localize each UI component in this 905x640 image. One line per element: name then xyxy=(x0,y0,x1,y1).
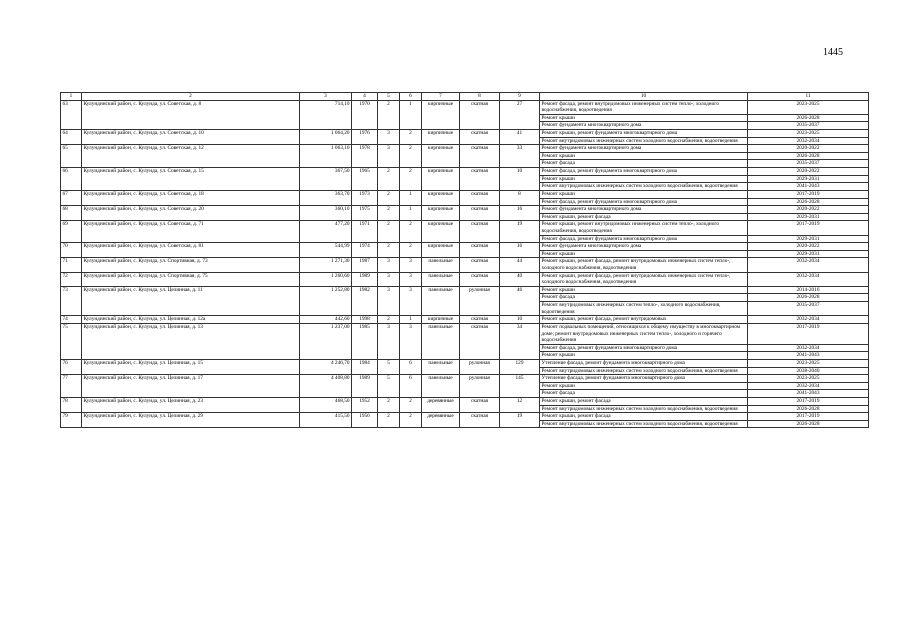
year-built-cell: 1989 xyxy=(352,272,378,286)
repair-work-cell: Ремонт подвальных помещений, относящихся к общему имуществу в многоквартирном доме; ремонт внутридомовых инженерных систем тепло-, холодного и горячего водоснабжения xyxy=(540,323,748,344)
entrances-cell: 3 xyxy=(400,286,422,315)
repair-period-cell: 2020-2022 xyxy=(748,206,869,214)
floors-cell: 5 xyxy=(378,375,400,398)
table-row xyxy=(61,258,869,272)
roof-type-cell: рулонная xyxy=(460,375,500,398)
year-built-cell: 1982 xyxy=(352,286,378,315)
units-count-cell: 16 xyxy=(500,206,540,221)
column-header: 7 xyxy=(422,93,460,101)
repair-period-cell: 2038-2040 xyxy=(748,367,869,375)
address-cell: Кулундинский район, с. Кулунда, ул. Целинная, д. 15 xyxy=(82,359,300,374)
repair-work-cell: Ремонт крыши, ремонт фасада xyxy=(540,213,748,221)
entrances-cell: 3 xyxy=(400,258,422,272)
table-row xyxy=(61,221,869,235)
roof-type-cell: скатная xyxy=(460,316,500,324)
table-row xyxy=(61,243,869,251)
repair-work-cell: Ремонт крыши, ремонт фасада xyxy=(540,397,748,405)
floors-cell: 5 xyxy=(378,359,400,374)
row-number-cell: 67 xyxy=(61,190,82,205)
entrances-cell: 3 xyxy=(400,272,422,286)
area-cell: 363,70 xyxy=(300,190,352,205)
area-cell: 442,60 xyxy=(300,316,352,324)
entrances-cell: 6 xyxy=(400,375,422,398)
repair-period-cell: 2032-2034 xyxy=(748,272,869,286)
units-count-cell: 33 xyxy=(500,145,540,168)
wall-material-cell: панельные xyxy=(422,272,460,286)
repair-period-cell: 2041-2043 xyxy=(748,390,869,398)
roof-type-cell: скатная xyxy=(460,130,500,145)
year-built-cell: 1974 xyxy=(352,243,378,258)
repair-period-cell: 2023-2025 xyxy=(748,375,869,383)
column-header: 6 xyxy=(400,93,422,101)
column-header: 10 xyxy=(540,93,748,101)
area-cell: 367,50 xyxy=(300,168,352,191)
column-header: 3 xyxy=(300,93,352,101)
floors-cell: 2 xyxy=(378,168,400,191)
column-header: 8 xyxy=(460,93,500,101)
area-cell: 360,10 xyxy=(300,206,352,221)
repair-work-cell: Ремонт крыши, ремонт фасада xyxy=(540,413,748,421)
wall-material-cell: кирпичные xyxy=(422,221,460,243)
repair-period-cell: 2032-2034 xyxy=(748,382,869,390)
roof-type-cell: скатная xyxy=(460,221,500,243)
repair-work-cell: Ремонт крыши xyxy=(540,286,748,294)
roof-type-cell: скатная xyxy=(460,206,500,221)
address-cell: Кулундинский район, с. Кулунда, ул. Целинная, д. 23 xyxy=(82,397,300,412)
repair-period-cell: 2017-2019 xyxy=(748,190,869,198)
repair-period-cell: 2032-2034 xyxy=(748,316,869,324)
table-row xyxy=(61,286,869,294)
row-number-cell: 76 xyxy=(61,359,82,374)
year-built-cell: 1952 xyxy=(352,397,378,412)
table-body xyxy=(61,100,869,428)
repair-period-cell: 2029-2031 xyxy=(748,213,869,221)
entrances-cell: 2 xyxy=(400,397,422,412)
repair-work-cell: Ремонт фундамента многоквартирного дома xyxy=(540,145,748,153)
units-count-cell: 41 xyxy=(500,130,540,145)
entrances-cell: 2 xyxy=(400,413,422,428)
repair-period-cell: 2020-2022 xyxy=(748,145,869,153)
repair-period-cell: 2032-2034 xyxy=(748,258,869,272)
units-count-cell: 44 xyxy=(500,258,540,272)
repair-period-cell: 2017-2019 xyxy=(748,221,869,235)
area-cell: 415,50 xyxy=(300,413,352,428)
address-cell: Кулундинский район, с. Кулунда, ул. Советская, д. 71 xyxy=(82,221,300,243)
area-cell: 4 246,70 xyxy=(300,359,352,374)
table-row xyxy=(61,359,869,367)
area-cell: 544,99 xyxy=(300,243,352,258)
column-header: 11 xyxy=(748,93,869,101)
column-header: 1 xyxy=(61,93,82,101)
area-cell: 1 064,20 xyxy=(300,130,352,145)
table-row xyxy=(61,413,869,421)
repair-work-cell: Ремонт внутридомовых инженерных систем холодного водоснабжения, водоотведения xyxy=(540,420,748,428)
wall-material-cell: кирпичные xyxy=(422,243,460,258)
units-count-cell: 8 xyxy=(500,190,540,205)
units-count-cell: 34 xyxy=(500,323,540,359)
roof-type-cell: скатная xyxy=(460,258,500,272)
repair-work-cell: Ремонт крыши xyxy=(540,382,748,390)
entrances-cell: 6 xyxy=(400,359,422,374)
table-row xyxy=(61,190,869,198)
area-cell: 1 271,30 xyxy=(300,258,352,272)
row-number-cell: 66 xyxy=(61,168,82,191)
roof-type-cell: скатная xyxy=(460,190,500,205)
floors-cell: 2 xyxy=(378,243,400,258)
repair-work-cell: Ремонт крыши, ремонт фасада, ремонт внутридомовых xyxy=(540,316,748,324)
table-row xyxy=(61,168,869,176)
units-count-cell: 27 xyxy=(500,100,540,129)
year-built-cell: 1970 xyxy=(352,100,378,129)
repair-work-cell: Ремонт фасада, ремонт фундамента многоквартирного дома xyxy=(540,235,748,243)
row-number-cell: 69 xyxy=(61,221,82,243)
repair-work-cell: Ремонт крыши xyxy=(540,352,748,360)
roof-type-cell: скатная xyxy=(460,323,500,359)
repair-work-cell: Ремонт внутридомовых инженерных систем тепло-, холодного водоснабжения, водоотведения xyxy=(540,302,748,316)
units-count-cell: 10 xyxy=(500,168,540,191)
repair-work-cell: Ремонт крыши, ремонт внутридомовых инженерных систем тепло-, холодного водоснабжения, водоотведения xyxy=(540,221,748,235)
repair-period-cell: 2041-2043 xyxy=(748,352,869,360)
roof-type-cell: скатная xyxy=(460,397,500,412)
roof-type-cell: скатная xyxy=(460,145,500,168)
entrances-cell: 2 xyxy=(400,243,422,258)
address-cell: Кулундинский район, с. Кулунда, ул. Целинная, д. 11 xyxy=(82,286,300,315)
floors-cell: 2 xyxy=(378,100,400,129)
entrances-cell: 1 xyxy=(400,316,422,324)
row-number-cell: 78 xyxy=(61,397,82,412)
wall-material-cell: кирпичные xyxy=(422,130,460,145)
entrances-cell: 2 xyxy=(400,130,422,145)
repair-period-cell: 2029-2031 xyxy=(748,250,869,258)
entrances-cell: 3 xyxy=(400,323,422,359)
address-cell: Кулундинский район, с. Кулунда, ул. Советская, д. 10 xyxy=(82,130,300,145)
wall-material-cell: кирпичные xyxy=(422,316,460,324)
year-built-cell: 1987 xyxy=(352,258,378,272)
repair-work-cell: Ремонт фасада, ремонт внутридомовых инженерных систем тепло-, холодного водоснабжения, водоотведения xyxy=(540,100,748,114)
roof-type-cell: скатная xyxy=(460,272,500,286)
wall-material-cell: кирпичные xyxy=(422,100,460,129)
year-built-cell: 1978 xyxy=(352,145,378,168)
wall-material-cell: панельные xyxy=(422,375,460,398)
year-built-cell: 1975 xyxy=(352,206,378,221)
address-cell: Кулундинский район, с. Кулунда, ул. Советская, д. 20 xyxy=(82,206,300,221)
wall-material-cell: деревянные xyxy=(422,413,460,428)
column-header: 4 xyxy=(352,93,378,101)
table-row xyxy=(61,100,869,114)
wall-material-cell: кирпичные xyxy=(422,206,460,221)
entrances-cell: 2 xyxy=(400,168,422,191)
row-number-cell: 71 xyxy=(61,258,82,272)
repair-work-cell: Ремонт фундамента многоквартирного дома xyxy=(540,243,748,251)
units-count-cell: 19 xyxy=(500,221,540,243)
repair-work-cell: Ремонт крыши, ремонт фасада, ремонт внутридомовых инженерных систем тепло-, холодного водоснабжения, водоотведения xyxy=(540,272,748,286)
address-cell: Кулундинский район, с. Кулунда, ул. Целинная, д. 29 xyxy=(82,413,300,428)
year-built-cell: 1976 xyxy=(352,130,378,145)
repair-work-cell: Ремонт внутридомовых инженерных систем холодного водоснабжения, водоотведения xyxy=(540,137,748,145)
wall-material-cell: кирпичные xyxy=(422,168,460,191)
wall-material-cell: панельные xyxy=(422,258,460,272)
entrances-cell: 2 xyxy=(400,145,422,168)
address-cell: Кулундинский район, с. Кулунда, ул. Целинная, д. 17 xyxy=(82,375,300,398)
repair-period-cell: 2014-2016 xyxy=(748,286,869,294)
repair-work-cell: Утепление фасада, ремонт фундамента многоквартирного дома xyxy=(540,375,748,383)
column-number-row xyxy=(61,93,869,101)
table-row xyxy=(61,145,869,153)
row-number-cell: 75 xyxy=(61,323,82,359)
row-number-cell: 72 xyxy=(61,272,82,286)
units-count-cell: 46 xyxy=(500,286,540,315)
repair-work-cell: Ремонт внутридомовых инженерных систем холодного водоснабжения, водоотведения xyxy=(540,367,748,375)
row-number-cell: 65 xyxy=(61,145,82,168)
floors-cell: 2 xyxy=(378,190,400,205)
address-cell: Кулундинский район, с. Кулунда, ул. Советская, д. 18 xyxy=(82,190,300,205)
address-cell: Кулундинский район, с. Кулунда, ул. Советская, д. 8 xyxy=(82,100,300,129)
year-built-cell: 1998 xyxy=(352,316,378,324)
repair-work-cell: Ремонт крыши, ремонт фундамента многоквартирного дома xyxy=(540,130,748,138)
repair-period-cell: 2023-2025 xyxy=(748,100,869,114)
floors-cell: 3 xyxy=(378,130,400,145)
table-row xyxy=(61,397,869,405)
wall-material-cell: панельные xyxy=(422,359,460,374)
repair-period-cell: 2035-2037 xyxy=(748,302,869,316)
entrances-cell: 2 xyxy=(400,221,422,243)
area-cell: 477,20 xyxy=(300,221,352,243)
repair-work-cell: Ремонт фундамента многоквартирного дома xyxy=(540,206,748,214)
repair-period-cell: 2041-2043 xyxy=(748,183,869,191)
wall-material-cell: панельные xyxy=(422,286,460,315)
wall-material-cell: панельные xyxy=(422,323,460,359)
floors-cell: 2 xyxy=(378,206,400,221)
units-count-cell: 19 xyxy=(500,413,540,428)
repair-period-cell: 2026-2028 xyxy=(748,420,869,428)
repair-period-cell: 2032-2034 xyxy=(748,344,869,352)
repair-period-cell: 2032-2034 xyxy=(748,137,869,145)
address-cell: Кулундинский район, с. Кулунда, ул. Советская, д. 12 xyxy=(82,145,300,168)
roof-type-cell: скатная xyxy=(460,243,500,258)
repair-work-cell: Ремонт крыши xyxy=(540,152,748,160)
floors-cell: 2 xyxy=(378,221,400,243)
row-number-cell: 70 xyxy=(61,243,82,258)
floors-cell: 2 xyxy=(378,316,400,324)
units-count-cell: 40 xyxy=(500,272,540,286)
area-cell: 1 237,00 xyxy=(300,323,352,359)
repair-work-cell: Ремонт фасада, ремонт фундамента многоквартирного дома xyxy=(540,344,748,352)
floors-cell: 2 xyxy=(378,397,400,412)
repair-period-cell: 2029-2031 xyxy=(748,235,869,243)
repair-work-cell: Ремонт фасада xyxy=(540,390,748,398)
floors-cell: 3 xyxy=(378,323,400,359)
repair-work-cell: Ремонт крыши xyxy=(540,250,748,258)
address-cell: Кулундинский район, с. Кулунда, ул. Спортивная, д. 73 xyxy=(82,258,300,272)
roof-type-cell: рулонная xyxy=(460,286,500,315)
repair-period-cell: 2023-2025 xyxy=(748,359,869,367)
table-row xyxy=(61,375,869,383)
floors-cell: 3 xyxy=(378,258,400,272)
repair-period-cell: 2023-2025 xyxy=(748,130,869,138)
area-cell: 714,10 xyxy=(300,100,352,129)
floors-cell: 3 xyxy=(378,286,400,315)
units-count-cell: 145 xyxy=(500,375,540,398)
row-number-cell: 73 xyxy=(61,286,82,315)
row-number-cell: 79 xyxy=(61,413,82,428)
repair-work-cell: Ремонт фасада xyxy=(540,294,748,302)
year-built-cell: 1971 xyxy=(352,221,378,243)
repair-period-cell: 2017-2019 xyxy=(748,413,869,421)
area-cell: 1 252,80 xyxy=(300,286,352,315)
address-cell: Кулундинский район, с. Кулунда, ул. Целинная, д. 13 xyxy=(82,323,300,359)
repair-work-cell: Ремонт крыши xyxy=(540,114,748,122)
repair-work-cell: Ремонт внутридомовых инженерных систем холодного водоснабжения, водоотведения xyxy=(540,405,748,413)
repair-period-cell: 2026-2028 xyxy=(748,114,869,122)
address-cell: Кулундинский район, с. Кулунда, ул. Целинная, д. 12а xyxy=(82,316,300,324)
housing-repair-table xyxy=(60,92,869,428)
year-built-cell: 1985 xyxy=(352,323,378,359)
table-row xyxy=(61,316,869,324)
units-count-cell: 12 xyxy=(500,397,540,412)
year-built-cell: 1973 xyxy=(352,190,378,205)
area-cell: 1 063,10 xyxy=(300,145,352,168)
repair-period-cell: 2035-2037 xyxy=(748,122,869,130)
entrances-cell: 1 xyxy=(400,206,422,221)
repair-period-cell: 2026-2028 xyxy=(748,152,869,160)
year-built-cell: 1965 xyxy=(352,168,378,191)
table-row xyxy=(61,323,869,344)
year-built-cell: 1956 xyxy=(352,413,378,428)
address-cell: Кулундинский район, с. Кулунда, ул. Советская, д. 81 xyxy=(82,243,300,258)
roof-type-cell: скатная xyxy=(460,413,500,428)
row-number-cell: 77 xyxy=(61,375,82,398)
year-built-cell: 1989 xyxy=(352,375,378,398)
repair-period-cell: 2017-2019 xyxy=(748,397,869,405)
address-cell: Кулундинский район, с. Кулунда, ул. Спортивная, д. 75 xyxy=(82,272,300,286)
row-number-cell: 68 xyxy=(61,206,82,221)
page-number: 1445 xyxy=(823,47,843,58)
units-count-cell: 16 xyxy=(500,243,540,258)
year-built-cell: 1984 xyxy=(352,359,378,374)
repair-period-cell: 2026-2028 xyxy=(748,294,869,302)
repair-period-cell: 2026-2028 xyxy=(748,405,869,413)
entrances-cell: 1 xyxy=(400,100,422,129)
column-header: 9 xyxy=(500,93,540,101)
repair-period-cell: 2020-2022 xyxy=(748,168,869,176)
repair-work-cell: Ремонт крыши xyxy=(540,175,748,183)
roof-type-cell: скатная xyxy=(460,100,500,129)
floors-cell: 3 xyxy=(378,272,400,286)
floors-cell: 2 xyxy=(378,413,400,428)
column-header: 5 xyxy=(378,93,400,101)
entrances-cell: 1 xyxy=(400,190,422,205)
repair-period-cell: 2017-2019 xyxy=(748,323,869,344)
repair-work-cell: Ремонт фасада, ремонт фундамента многоквартирного дома xyxy=(540,168,748,176)
table-row xyxy=(61,206,869,214)
repair-period-cell: 2020-2022 xyxy=(748,243,869,251)
repair-work-cell: Ремонт крыши xyxy=(540,190,748,198)
units-count-cell: 10 xyxy=(500,316,540,324)
area-cell: 468,50 xyxy=(300,397,352,412)
table-row xyxy=(61,272,869,286)
repair-work-cell: Ремонт крыши, ремонт фасада, ремонт внутридомовых инженерных систем тепло-, холодного водоснабжения, водоотведения xyxy=(540,258,748,272)
repair-work-cell: Ремонт внутридомовых инженерных систем холодного водоснабжения, водоотведения xyxy=(540,183,748,191)
row-number-cell: 64 xyxy=(61,130,82,145)
row-number-cell: 74 xyxy=(61,316,82,324)
area-cell: 1 260,60 xyxy=(300,272,352,286)
units-count-cell: 129 xyxy=(500,359,540,374)
repair-work-cell: Ремонт фундамента многоквартирного дома xyxy=(540,122,748,130)
wall-material-cell: кирпичные xyxy=(422,190,460,205)
repair-work-cell: Ремонт фасада, ремонт фундамента многоквартирного дома xyxy=(540,198,748,206)
wall-material-cell: деревянные xyxy=(422,397,460,412)
area-cell: 4 408,80 xyxy=(300,375,352,398)
repair-period-cell: 2035-2037 xyxy=(748,160,869,168)
repair-work-cell: Утепление фасада, ремонт фундамента многоквартирного дома xyxy=(540,359,748,367)
row-number-cell: 63 xyxy=(61,100,82,129)
column-header: 2 xyxy=(82,93,300,101)
address-cell: Кулундинский район, с. Кулунда, ул. Советская, д. 15 xyxy=(82,168,300,191)
roof-type-cell: скатная xyxy=(460,168,500,191)
repair-work-cell: Ремонт фасада xyxy=(540,160,748,168)
repair-period-cell: 2026-2028 xyxy=(748,198,869,206)
table-row xyxy=(61,130,869,138)
repair-period-cell: 2029-2031 xyxy=(748,175,869,183)
wall-material-cell: кирпичные xyxy=(422,145,460,168)
roof-type-cell: рулонная xyxy=(460,359,500,374)
floors-cell: 3 xyxy=(378,145,400,168)
